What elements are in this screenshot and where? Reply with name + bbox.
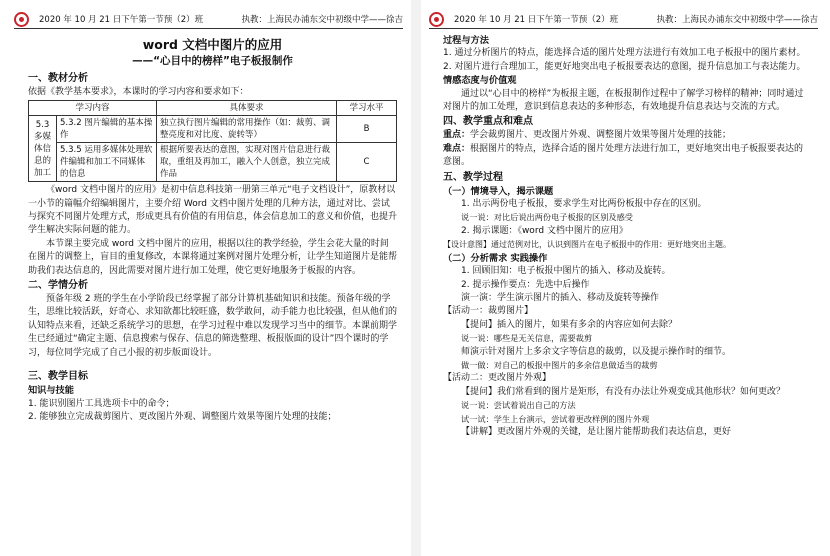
- subsection-heading: （一）情境导入，揭示课题: [443, 185, 554, 197]
- paragraph: 《word 文档中图片的应用》是初中信息科技第一册第三单元“电子文档设计”，原教材以一小节的篇幅介绍编辑图片，主要介绍 Word 文档中图片处理的几种方法，通过对比、尝试与探究不同图片处理方式，形成更具有价值的有用信息，体会信息加工的意义和价值，也提升学生解决实际问题的能力。: [28, 185, 398, 236]
- section-heading: 五、教学过程: [443, 171, 503, 183]
- key-point-label: 重点：: [443, 130, 471, 141]
- paragraph: 2. 揭示课题：《word 文档中图片的应用》: [461, 225, 628, 236]
- paragraph: 本节课主要完成 word 文档中图片的应用，根据以往的教学经验，学生会花大量的时间在图片的调整上，盲目的重复修改，本课将通过案例对图片处理分析，让学生知道图片是能帮助我们表达信息的，因此需要对图片进行加工处理，使它更好地服务于板报的内容。: [28, 238, 398, 276]
- table-header: 学习水平: [337, 101, 397, 116]
- right-page: [421, 0, 826, 556]
- paragraph: 1. 回顾旧知：电子板报中图片的插入、移动及旋转。: [461, 266, 671, 277]
- table-cell: B: [337, 116, 397, 143]
- activity-line: 演一演：学生演示图片的插入、移动及旋转等操作: [461, 292, 660, 303]
- paragraph: 师演示针对图片上多余文字等信息的裁剪，以及提示操作时的细节。: [461, 346, 732, 357]
- subsection-heading: 知识与技能: [28, 385, 74, 397]
- page-header: [429, 10, 818, 29]
- activity-title: 【活动一：裁剪图片】: [443, 306, 534, 317]
- activity-line: 试一试：学生上台演示，尝试着更改样例的图片外观: [461, 413, 650, 424]
- activity-line: 做一做：对自己的板报中图片的多余信息做适当的裁剪: [461, 359, 658, 370]
- page-gutter: [411, 0, 421, 556]
- subsection-heading: （二）分析需求 实践操作: [443, 252, 548, 264]
- right-content: [443, 34, 812, 439]
- paragraph: 2. 提示操作要点：先选中后操作: [461, 279, 590, 290]
- activity-title: 【活动二：更改图片外观】: [443, 373, 552, 384]
- section-heading: 三、教学目标: [28, 371, 88, 383]
- header-date: 2020 年 10 月 21 日下午第一节预（2）班: [454, 15, 619, 25]
- header-date: 2020 年 10 月 21 日下午第一节预（2）班: [39, 15, 204, 25]
- table-row: [29, 116, 397, 143]
- section-heading: 二、学情分析: [28, 280, 88, 292]
- doc-subtitle: ——“心目中的榜样”电子板报制作: [132, 55, 293, 68]
- subsection-heading: 情感态度与价值观: [443, 75, 517, 87]
- subsection-heading: 过程与方法: [443, 35, 489, 46]
- paragraph: 2. 对图片进行合理加工，能更好地突出电子板报要表达的意图，提升信息加工与表达能力。: [443, 61, 806, 72]
- doc-title: word 文档中图片的应用: [142, 37, 283, 52]
- design-note: 【设计意图】通过范例对比，认识到图片在电子板报中的作用：更好地突出主题。: [443, 240, 731, 250]
- page-header: [14, 10, 403, 29]
- paragraph: 1. 出示两份电子板报，要求学生对比两份板报中存在的区别。: [461, 199, 707, 210]
- table-cell: 5.3 多媒体信息的加工: [29, 116, 57, 182]
- paragraph: 2. 能够独立完成裁剪图片、更改图片外观、调整图片效果等图片处理的技能；: [28, 411, 337, 422]
- table-cell: C: [337, 143, 397, 182]
- paragraph: 1. 能识别图片工具选项卡中的命令；: [28, 398, 175, 409]
- table-header: 具体要求: [157, 101, 337, 116]
- section-heading: 一、教材分析: [28, 72, 88, 84]
- table-cell: 独立执行图片编辑的常用操作（如：裁剪、调整亮度和对比度、旋转等）: [157, 116, 337, 143]
- table-header: 学习内容: [29, 101, 157, 116]
- table-cell: 5.3.2 图片编辑的基本操作: [57, 116, 157, 143]
- table-row: [29, 143, 397, 182]
- left-content: [28, 34, 397, 424]
- paragraph: [443, 143, 812, 170]
- header-teacher: 执教：上海民办浦东交中初级中学——徐吉: [241, 15, 403, 25]
- paragraph: [443, 129, 812, 142]
- difficulty-text: 根据图片的特点，选择合适的图片处理方法进行加工，更好地突出电子板报要表达的意图。: [443, 143, 804, 168]
- school-logo-icon: [14, 12, 29, 27]
- table-cell: 根据所要表达的意图，实现对图片信息进行裁取，重组及再加工，融入个人创意，独立完成作品: [157, 143, 337, 182]
- header-teacher: 执教：上海民办浦东交中初级中学——徐吉: [656, 15, 818, 25]
- paragraph: 依据《教学基本要求》，本课时的学习内容和要求如下：: [28, 86, 249, 97]
- paragraph: 预备年级 2 班的学生在小学阶段已经掌握了部分计算机基础知识和技能。预备年级的学生，思维比较活跃，好奇心、求知欲都比较旺盛，数学敢问，动手能力也比较强，但从他们的认知特点来看，还缺乏系统学习的思想，在学习过程中难以发现学习当中的细节。本课前期学生已经通过“确定主题、信息搜索与保存、信息的筛选整理、板报版面的设计”四个课时的学习，每位同学完成了自己小报的初步版面设计。: [28, 294, 398, 358]
- school-logo-icon: [429, 12, 444, 27]
- paragraph: 【提问】插入的图片，如果有多余的内容应如何去除？: [461, 319, 678, 330]
- section-heading: 四、教学重点和难点: [443, 116, 533, 128]
- table-cell: 5.3.5 运用多媒体处理软件编辑和加工不同媒体的信息: [57, 143, 157, 182]
- paragraph: 通过以“心目中的榜样”为板报主题，在板报制作过程中了解学习榜样的精神；同时通过对图片的加工处理，意识到信息表达的多种形态，有效地提升信息表达与交流的方式。: [443, 88, 804, 113]
- activity-line: 说一说：哪些是无关信息，需要裁剪: [461, 333, 593, 344]
- activity-line: 说一说：尝试着说出自己的方法: [461, 400, 576, 411]
- activity-line: 说一说：对比后说出两份电子板报的区别及感受: [461, 212, 633, 223]
- paragraph: 1. 通过分析图片的特点，能选择合适的图片处理方法进行有效加工电子板报中的图片素材。: [443, 48, 806, 59]
- left-page: [6, 0, 411, 556]
- difficulty-label: 难点：: [443, 143, 471, 154]
- paragraph: 【讲解】更改图片外观的关键，是让图片能帮助我们表达信息，更好: [461, 426, 732, 437]
- requirements-table: [28, 100, 397, 182]
- paragraph: 【提问】我们常看到的图片是矩形，有没有办法让外观变成其他形状？如何更改？: [461, 386, 786, 397]
- key-point-text: 学会裁剪图片、更改图片外观、调整图片效果等图片处理的技能；: [470, 130, 732, 141]
